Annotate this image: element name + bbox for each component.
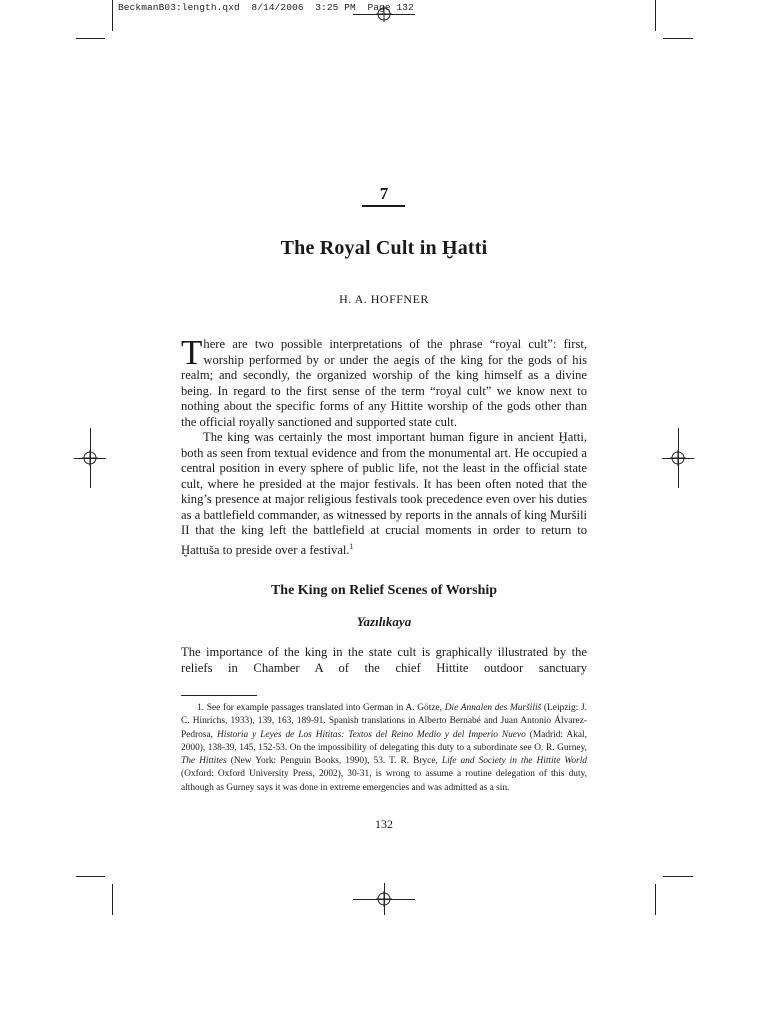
registration-tick-left: [74, 458, 106, 459]
crop-mark-bottom-left-vertical: [112, 884, 113, 915]
crop-mark-bottom-right-vertical: [655, 884, 656, 915]
crop-mark-top-right-horizontal: [663, 38, 693, 39]
footnote-text: (Oxford: Oxford University Press, 2002), 30-31, is wrong to assume a routine delegation of this duty, although as Gurney says it was done in extreme emergencies and was admitted as a sin.: [181, 769, 587, 793]
registration-tick-bottom: [384, 883, 385, 915]
page-number: 132: [375, 817, 393, 831]
body-text-opening: [181, 333, 587, 558]
crop-mark-top-right-vertical: [655, 0, 656, 31]
registration-tick-right: [662, 458, 694, 459]
footnote-text: (New York: Penguin Books, 1990), 53. T. R. Bryce,: [226, 756, 442, 767]
print-slug: BeckmanB03:length.qxd 8/14/2006 3:25 PM Page 132: [118, 2, 414, 13]
crop-mark-top-left-vertical: [112, 0, 113, 31]
footnote-title-italic: The Hittites: [181, 756, 227, 767]
footnote-title-italic: Life and Society in the Hittite World: [441, 756, 587, 767]
chapter-title: The Royal Cult in Ḫatti: [280, 237, 488, 259]
chapter-author: H. A. HOFFNER: [339, 292, 429, 306]
crop-mark-bottom-right-horizontal: [663, 876, 693, 877]
paragraph-1-text: here are two possible interpretations of the phrase “royal cult”: first, worship performed by or under the aegis of the king for the gods of his realm; and secondly, the organized worship of the king himself as a divine being. In regard to the first sense of the term “royal cult” we know next to nothing about the specific forms of any Hittite worship of the gods other than the official royally sanctioned and supported state cult.: [181, 337, 587, 429]
paragraph-2: [181, 430, 587, 558]
paragraph-3: The importance of the king in the state cult is graphically illustrated by the reliefs in Chamber A of the chief Hittite outdoor sanctuary: [181, 645, 587, 675]
crop-mark-bottom-left-horizontal: [76, 876, 105, 877]
crop-mark-top-left-horizontal: [76, 38, 105, 39]
footnote-title-italic: Historia y Leyes de Los Hititas: Textos del Reino Medio y del Imperio Nuevo: [216, 729, 526, 740]
footnote-rule: [181, 695, 257, 696]
drop-cap: T: [181, 333, 203, 372]
registration-line-top: [353, 14, 415, 15]
footnote-text: (Leipzig: J. C. Hinrichs, 1933), 139, 163, 189-91. Spanish translations in Alberto Bernabé and Juan Antonio Álvarez-Pedrosa,: [181, 703, 587, 740]
subsection-heading: Yazılıkaya: [356, 614, 412, 629]
footnote-reference: 1: [349, 541, 354, 551]
body-text-section: [181, 645, 587, 676]
section-heading: The King on Relief Scenes of Worship: [270, 583, 498, 598]
paragraph-1: [181, 333, 587, 430]
chapter-number: 7: [379, 184, 389, 203]
footnote-text: 1. See for example passages translated into German in A. Götze,: [197, 703, 445, 713]
chapter-number-rule: [362, 205, 405, 207]
footnote-1: [181, 702, 587, 795]
paragraph-2-text: The king was certainly the most important human figure in ancient Ḫatti, both as seen from textual evidence and from the monumental art. He occupied a central position in every sphere of public life, not the least in the official state cult, where he presided at the major festivals. It has been often noted that the king’s presence at major religious festivals took precedence even over his duties as a battlefield commander, as witnessed by reports in the annals of king Muršili II that the king left the battlefield at crucial moments in order to return to Ḫattuša to preside over a festival.: [181, 430, 587, 557]
footnote-title-italic: Die Annalen des Muršiliš: [444, 703, 542, 713]
footnote-text: (Madrid: Akal, 2000), 138-39, 145, 152-53. On the impossibility of delegating this duty to a subordinate see O. R. Gurney,: [181, 729, 588, 753]
